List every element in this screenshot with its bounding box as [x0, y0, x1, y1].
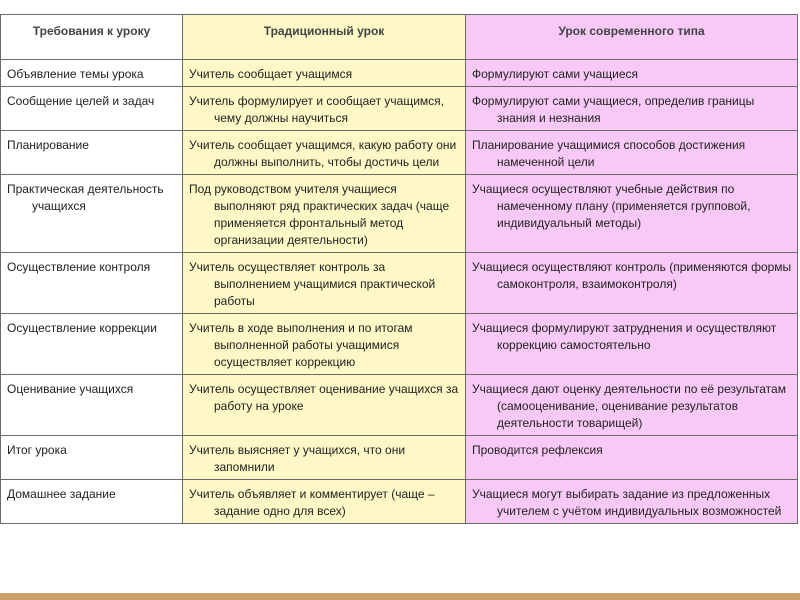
table-row [1, 175, 798, 253]
requirement-cell [1, 87, 183, 131]
traditional-text: Учитель сообщает учащимся [189, 67, 353, 81]
modern-text: Учащиеся могут выбирать задание из предложенных учителем с учётом индивидуальных возможностей [472, 487, 782, 518]
requirement-cell [1, 131, 183, 175]
requirement-text: Итог урока [7, 443, 67, 457]
header-traditional: Традиционный урок [183, 15, 466, 60]
modern-cell [466, 87, 798, 131]
requirement-text: Осуществление коррекции [7, 321, 157, 335]
requirement-text: Оценивание учащихся [7, 382, 134, 396]
requirement-cell [1, 480, 183, 524]
table-row [1, 314, 798, 375]
traditional-text: Учитель осуществляет контроль за выполнением учащимися практической работы [189, 260, 436, 308]
requirement-text: Объявление темы урока [7, 67, 144, 81]
table-row [1, 436, 798, 480]
requirement-cell [1, 175, 183, 253]
modern-cell [466, 131, 798, 175]
modern-cell [466, 480, 798, 524]
modern-cell [466, 60, 798, 87]
table-row [1, 131, 798, 175]
modern-cell [466, 253, 798, 314]
requirement-text: Планирование [7, 138, 89, 152]
bottom-decorative-bar [0, 593, 800, 600]
traditional-cell [183, 253, 466, 314]
modern-text: Учащиеся формулируют затруднения и осуществляют коррекцию самостоятельно [472, 321, 777, 352]
table-row [1, 480, 798, 524]
modern-text: Проводится рефлексия [472, 443, 603, 457]
requirement-text: Осуществление контроля [7, 260, 151, 274]
traditional-cell [183, 175, 466, 253]
modern-text: Учащиеся дают оценку деятельности по её результатам (самооценивание, оценивание результатов деятельности товарищей) [472, 382, 786, 430]
traditional-cell [183, 375, 466, 436]
traditional-text: Под руководством учителя учащиеся выполняют ряд практических задач (чаще применяется фронтальный метод организации деятельности) [189, 182, 450, 247]
requirement-cell [1, 375, 183, 436]
modern-cell [466, 375, 798, 436]
header-requirements: Требования к уроку [1, 15, 183, 60]
table-row [1, 87, 798, 131]
traditional-cell [183, 131, 466, 175]
requirement-cell [1, 314, 183, 375]
modern-cell [466, 436, 798, 480]
header-row [1, 15, 798, 60]
table-row [1, 253, 798, 314]
traditional-text: Учитель в ходе выполнения и по итогам выполненной работы учащимися осуществляет коррекцию [189, 321, 413, 369]
traditional-cell [183, 87, 466, 131]
requirement-text: Сообщение целей и задач [7, 94, 155, 108]
traditional-text: Учитель сообщает учащимся, какую работу они должны выполнить, чтобы достичь цели [189, 138, 457, 169]
modern-text: Формулируют сами учащиеся [472, 67, 639, 81]
traditional-cell [183, 436, 466, 480]
modern-text: Учащиеся осуществляют контроль (применяются формы самоконтроля, взаимоконтроля) [472, 260, 792, 291]
traditional-cell [183, 480, 466, 524]
modern-text: Формулируют сами учащиеся, определив границы знания и незнания [472, 94, 755, 125]
requirement-text: Практическая деятельность учащихся [7, 182, 164, 213]
traditional-cell [183, 314, 466, 375]
modern-text: Планирование учащимися способов достижения намеченной цели [472, 138, 746, 169]
table-row [1, 60, 798, 87]
comparison-table [0, 14, 798, 524]
traditional-text: Учитель выясняет у учащихся, что они запомнили [189, 443, 406, 474]
requirement-cell [1, 436, 183, 480]
traditional-text: Учитель формулирует и сообщает учащимся, чему должны научиться [189, 94, 444, 125]
requirement-cell [1, 253, 183, 314]
traditional-cell [183, 60, 466, 87]
modern-cell [466, 175, 798, 253]
requirement-text: Домашнее задание [7, 487, 116, 501]
modern-cell [466, 314, 798, 375]
requirement-cell [1, 60, 183, 87]
table-row [1, 375, 798, 436]
header-modern: Урок современного типа [466, 15, 798, 60]
modern-text: Учащиеся осуществляют учебные действия по намеченному плану (применяется групповой, индивидуальный методы) [472, 182, 751, 230]
traditional-text: Учитель осуществляет оценивание учащихся за работу на уроке [189, 382, 459, 413]
traditional-text: Учитель объявляет и комментирует (чаще – задание одно для всех) [189, 487, 435, 518]
